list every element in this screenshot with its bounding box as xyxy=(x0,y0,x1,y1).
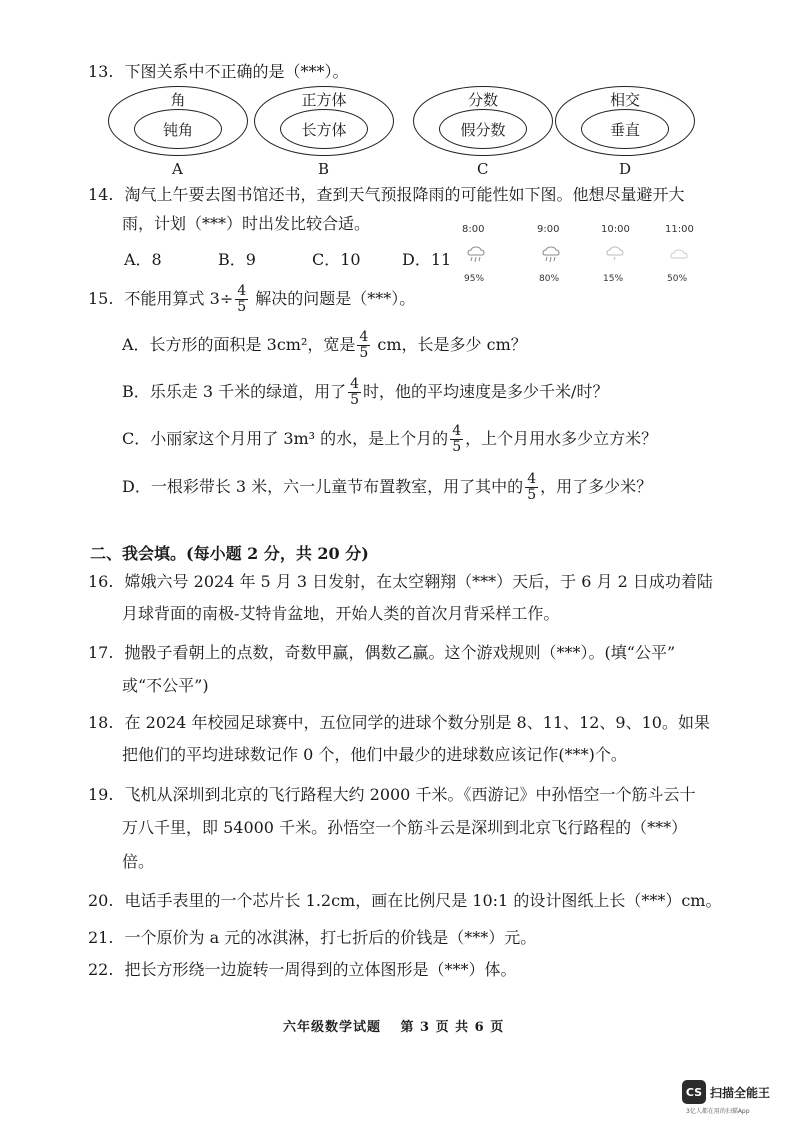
q13-diagram-d-inner-label: 垂直 xyxy=(609,120,640,139)
q13-diagram-a-outer-ellipse xyxy=(108,86,248,156)
weather-time-1: 9:00 xyxy=(537,224,560,235)
q14-line2 xyxy=(122,214,370,234)
weather-percent-2: 15% xyxy=(603,274,624,284)
q15-c-fraction: $\frac{4}{5}$ xyxy=(452,423,462,455)
q15-text-pre: 不能用算式 3÷ xyxy=(124,289,234,308)
q19-line2: 万八千里，即 54000 千米。孙悟空一个筋斗云是深圳到北京飞行路程的（***） xyxy=(122,818,688,837)
q13-diagram-d-inner-ellipse xyxy=(581,109,669,149)
q17-text-1: 抛骰子看朝上的点数，奇数甲赢，偶数乙赢。这个游戏规则（***）。(填“公平” xyxy=(124,643,676,662)
q13-diagram-c-outer-label: 分数 xyxy=(467,91,498,109)
q22-text: 把长方形绕一边旋转一周得到的立体图形是（***）体。 xyxy=(124,960,517,979)
section-2-title: 二、我会填。(每小题 2 分，共 20 分) xyxy=(90,544,369,563)
q22-number: 22. xyxy=(88,960,114,979)
q21-number: 21. xyxy=(88,928,114,947)
rain-icon xyxy=(541,246,561,268)
q14-option-c: C．10 xyxy=(312,250,361,269)
q20-text: 电话手表里的一个芯片长 1.2cm，画在比例尺是 10:1 的设计图纸上长（***）cm。 xyxy=(124,891,722,910)
q16-text-1: 嫦娥六号 2024 年 5 月 3 日发射，在太空翱翔（***）天后，于 6 月 2 日成功着陆 xyxy=(124,572,713,591)
scanner-watermark xyxy=(682,1080,770,1104)
q14-number: 14. xyxy=(88,185,114,204)
q19-line3: 倍。 xyxy=(122,852,155,871)
q18-text-1: 在 2024 年校园足球赛中，五位同学的进球个数分别是 8、11、12、9、10。如果 xyxy=(124,713,710,732)
q15-number: 15. xyxy=(88,289,114,308)
light-rain-icon xyxy=(605,246,625,268)
q14-option-b: B．9 xyxy=(218,250,256,269)
q13-diagram-b-letter: B xyxy=(318,160,330,178)
q13-text: 下图关系中不正确的是（***）。 xyxy=(124,62,349,81)
q13-line xyxy=(88,62,349,82)
q13-diagram-d-outer-ellipse xyxy=(555,86,695,156)
q20-line xyxy=(88,891,721,911)
q13-diagram-c-inner-label: 假分数 xyxy=(460,120,506,139)
brand-tagline: 3亿人都在用的扫描App xyxy=(686,1108,750,1115)
q17-line1 xyxy=(88,643,675,663)
q14-text-1: 淘气上午要去图书馆还书，查到天气预报降雨的可能性如下图。他想尽量避开大 xyxy=(124,185,685,204)
weather-percent-3: 50% xyxy=(667,274,688,284)
weather-time-0: 8:00 xyxy=(462,224,485,235)
q13-diagram-d-letter: D xyxy=(619,160,632,178)
q17-line2: 或“不公平”) xyxy=(122,676,209,695)
q13-number: 13. xyxy=(88,62,114,81)
q19-line1 xyxy=(88,785,695,805)
q19-text-1: 飞机从深圳到北京的飞行路程大约 2000 千米。《西游记》中孙悟空一个筋斗云十 xyxy=(124,785,696,804)
q13-diagram-c-letter: C xyxy=(477,160,489,178)
q16-line2: 月球背面的南极-艾特肯盆地，开始人类的首次月背采样工作。 xyxy=(122,604,560,623)
camscanner-logo: CS xyxy=(682,1080,706,1104)
q13-diagram-a-outer-label: 角 xyxy=(170,91,186,109)
q13-diagram-a-inner-ellipse xyxy=(134,109,222,149)
q15-a-fraction: $\frac{4}{5}$ xyxy=(359,329,369,361)
q18-number: 18. xyxy=(88,713,114,732)
q13-diagram-b-outer-label: 正方体 xyxy=(301,91,347,109)
q15-fraction: $\frac{4}{5}$ xyxy=(237,283,247,315)
q15-line xyxy=(88,284,415,315)
q13-diagram-d-outer-label: 相交 xyxy=(609,91,640,109)
rain-icon xyxy=(466,246,486,268)
q21-line xyxy=(88,928,536,948)
q13-diagram-a-letter: A xyxy=(172,160,183,178)
q15-option-b: B．乐乐走 3 千米的绿道，用了 $\frac{4}{5}$ 时，他的平均速度是多少千米/时？ xyxy=(122,376,609,408)
q18-line1 xyxy=(88,713,710,733)
q20-number: 20. xyxy=(88,891,114,910)
q14-line1 xyxy=(88,185,685,205)
q15-option-d: D．一根彩带长 3 米，六一儿童节布置教室，用了其中的 $\frac{4}{5}$ ，用了多少米？ xyxy=(122,471,653,503)
q16-line1 xyxy=(88,572,713,592)
weather-percent-1: 80% xyxy=(539,274,560,284)
q13-diagram-a-inner-label: 钝角 xyxy=(162,120,193,139)
q19-number: 19. xyxy=(88,785,114,804)
q17-number: 17. xyxy=(88,643,114,662)
q15-text-post: 解决的问题是（***）。 xyxy=(250,289,416,308)
q14-option-a: A．8 xyxy=(124,250,162,269)
weather-time-2: 10:00 xyxy=(601,224,630,235)
q15-b-fraction: $\frac{4}{5}$ xyxy=(350,376,360,408)
q21-text: 一个原价为 a 元的冰淇淋，打七折后的价钱是（***）元。 xyxy=(124,928,537,947)
q13-diagram-b-outer-ellipse xyxy=(254,86,394,156)
q13-diagram-c-outer-ellipse xyxy=(413,86,553,156)
q15-d-fraction: $\frac{4}{5}$ xyxy=(527,471,537,503)
q13-diagram-c-inner-ellipse xyxy=(439,109,527,149)
q15-option-a: A．长方形的面积是 3cm²，宽是 $\frac{4}{5}$ cm，长是多少 cm？ xyxy=(122,329,527,361)
q13-diagram-b-inner-label: 长方体 xyxy=(301,120,347,139)
page-footer: 六年级数学试题 第 3 页 共 6 页 xyxy=(283,1020,505,1035)
q16-number: 16. xyxy=(88,572,114,591)
q13-diagram-b-inner-ellipse xyxy=(280,109,368,149)
q22-line xyxy=(88,960,517,980)
q14-text-2: 雨，计划（***）时出发比较合适。 xyxy=(122,214,371,233)
weather-percent-0: 95% xyxy=(464,274,485,284)
q14-option-d: D．11 xyxy=(402,250,452,269)
q15-option-c: C．小丽家这个月用了 3m³ 的水，是上个月的 $\frac{4}{5}$ ，上个月用水多少立方米？ xyxy=(122,423,658,455)
brand-name: 扫描全能王 xyxy=(710,1085,771,1100)
cloud-icon xyxy=(669,246,689,268)
weather-time-3: 11:00 xyxy=(665,224,694,235)
q18-line2: 把他们的平均进球数记作 0 个，他们中最少的进球数应该记作(***)个。 xyxy=(122,745,627,764)
